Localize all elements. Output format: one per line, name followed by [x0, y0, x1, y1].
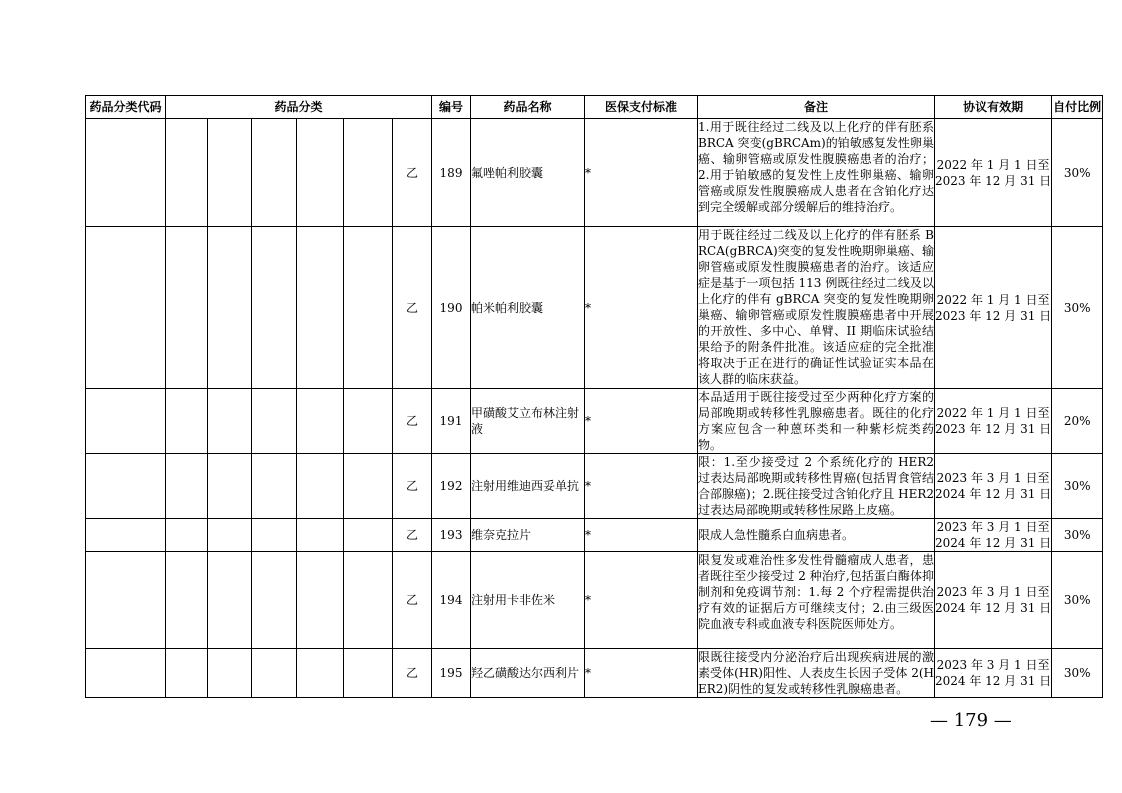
self-pay-ratio: 30% [1052, 649, 1103, 698]
period-end: 2023 年 12 月 31 日 [935, 173, 1052, 188]
payment-standard: * [585, 119, 698, 227]
header-agreement-period: 协议有效期 [935, 96, 1052, 119]
empty-cell [86, 454, 166, 519]
empty-cell [297, 649, 344, 698]
empty-cell [344, 119, 393, 227]
drug-name: 注射用卡非佐米 [471, 552, 585, 649]
drug-name: 维奈克拉片 [471, 519, 585, 552]
period-end: 2024 年 12 月 31 日 [935, 536, 1052, 550]
period-end: 2024 年 12 月 31 日 [935, 487, 1052, 501]
header-self-pay-ratio: 自付比例 [1052, 96, 1103, 119]
agreement-period [935, 454, 1052, 519]
empty-cell [252, 519, 297, 552]
period-start: 2022 年 1 月 1 日至 [936, 406, 1050, 420]
drug-type: 乙 [393, 649, 432, 698]
payment-standard: * [585, 227, 698, 389]
empty-cell [208, 389, 252, 454]
empty-cell [208, 519, 252, 552]
drug-type: 乙 [393, 227, 432, 389]
drug-name: 帕米帕利胶囊 [471, 227, 585, 389]
drug-number: 193 [432, 519, 471, 552]
drug-remark: 限复发或难治性多发性骨髓瘤成人患者，患者既往至少接受过 2 种治疗,包括蛋白酶体抑制剂和免疫调节剂：1.每 2 个疗程需提供治疗有效的证据后方可继续支付；2.由三级医院血液专科或血液专科医院医师处方。 [698, 552, 935, 649]
drug-number: 195 [432, 649, 471, 698]
period-end: 2023 年 12 月 31 日 [935, 308, 1052, 323]
table-row [86, 389, 1103, 454]
table-row [86, 227, 1103, 389]
drug-remark: 限：1.至少接受过 2 个系统化疗的 HER2 过表达局部晚期或转移性胃癌(包括胃食管结合部腺癌)；2.既往接受过含铂化疗且 HER2 过表达局部晚期或转移性尿路上皮癌。 [698, 455, 934, 517]
drug-name: 注射用维迪西妥单抗 [471, 454, 585, 519]
agreement-period [935, 227, 1052, 389]
drug-name: 甲磺酸艾立布林注射液 [471, 389, 585, 454]
drug-type: 乙 [393, 454, 432, 519]
drug-remark: 限既往接受内分泌治疗后出现疾病进展的激素受体(HR)阳性、人表皮生长因子受体 2(HER2)阴性的复发或转移性乳腺癌患者。 [698, 650, 934, 696]
self-pay-ratio: 30% [1052, 552, 1103, 649]
drug-remark: 本品适用于既往接受过至少两种化疗方案的局部晚期或转移性乳腺癌患者。既往的化疗方案应包含一种蒽环类和一种紫杉烷类药物。 [698, 390, 934, 452]
header-payment-standard: 医保支付标准 [585, 96, 698, 119]
empty-cell [86, 389, 166, 454]
empty-cell [86, 649, 166, 698]
empty-cell [297, 552, 344, 649]
drug-remark: 用于既往经过二线及以上化疗的伴有胚系 BRCA(gBRCA)突变的复发性晚期卵巢癌、输卵管癌或原发性腹膜癌患者的治疗。该适应症是基于一项包括 113 例既往经过二线及以上化疗的伴有 gBRCA 突变的复发性晚期卵巢癌、输卵管癌或原发性腹膜癌患者中开展的开放性、多中心、单臂、II 期临床试验结果给予的附条件批准。该适应症的完全批准将取决于正在进行的确证性试验证实本品在该人群的临床获益。 [698, 227, 935, 389]
empty-cell [344, 227, 393, 389]
table-row [86, 454, 1103, 519]
drug-remark: 限成人急性髓系白血病患者。 [698, 519, 935, 552]
self-pay-ratio: 20% [1052, 389, 1103, 454]
empty-cell [344, 519, 393, 552]
period-end: 2024 年 12 月 31 日 [935, 601, 1052, 615]
table-header-row [86, 96, 1103, 119]
empty-cell [297, 227, 344, 389]
empty-cell [252, 227, 297, 389]
payment-standard: * [585, 389, 698, 454]
empty-cell [297, 454, 344, 519]
empty-cell [252, 389, 297, 454]
agreement-period [935, 519, 1052, 552]
self-pay-ratio: 30% [1052, 454, 1103, 519]
page-number: — 179 — [930, 710, 1012, 731]
period-start: 2022 年 1 月 1 日至 [936, 157, 1050, 172]
header-category: 药品分类 [166, 96, 432, 119]
drug-remark: 1.用于既往经过二线及以上化疗的伴有胚系 BRCA 突变(gBRCAm)的铂敏感复发性卵巢癌、输卵管癌或原发性腹膜癌患者的治疗；2.用于铂敏感的复发性上皮性卵巢癌、输卵管癌或原发性腹膜癌成人患者在含铂化疗达到完全缓解或部分缓解后的维持治疗。 [698, 119, 935, 227]
empty-cell [166, 227, 208, 389]
empty-cell [86, 119, 166, 227]
empty-cell [166, 552, 208, 649]
period-end: 2023 年 12 月 31 日 [935, 422, 1052, 436]
header-remarks: 备注 [698, 96, 935, 119]
empty-cell [297, 119, 344, 227]
empty-cell [252, 454, 297, 519]
period-start: 2022 年 1 月 1 日至 [936, 292, 1050, 307]
drug-type: 乙 [393, 519, 432, 552]
drug-name: 羟乙磺酸达尔西利片 [471, 649, 585, 698]
drug-name: 氟唑帕利胶囊 [471, 119, 585, 227]
header-number: 编号 [432, 96, 471, 119]
period-start: 2023 年 3 月 1 日至 [936, 520, 1050, 534]
agreement-period [935, 389, 1052, 454]
empty-cell [208, 454, 252, 519]
payment-standard: * [585, 552, 698, 649]
drug-type: 乙 [393, 389, 432, 454]
empty-cell [166, 649, 208, 698]
agreement-period [935, 119, 1052, 227]
drug-number: 190 [432, 227, 471, 389]
agreement-period [935, 649, 1052, 698]
empty-cell [166, 119, 208, 227]
payment-standard: * [585, 454, 698, 519]
drug-number: 189 [432, 119, 471, 227]
empty-cell [344, 649, 393, 698]
header-drug-name: 药品名称 [471, 96, 585, 119]
drug-number: 191 [432, 389, 471, 454]
empty-cell [86, 519, 166, 552]
self-pay-ratio: 30% [1052, 119, 1103, 227]
self-pay-ratio: 30% [1052, 227, 1103, 389]
empty-cell [344, 552, 393, 649]
payment-standard: * [585, 649, 698, 698]
empty-cell [86, 552, 166, 649]
period-start: 2023 年 3 月 1 日至 [936, 658, 1050, 672]
empty-cell [297, 519, 344, 552]
empty-cell [252, 119, 297, 227]
empty-cell [344, 389, 393, 454]
drug-type: 乙 [393, 552, 432, 649]
drug-number: 194 [432, 552, 471, 649]
empty-cell [252, 649, 297, 698]
table-row [86, 649, 1103, 698]
empty-cell [86, 227, 166, 389]
period-end: 2024 年 12 月 31 日 [935, 674, 1052, 688]
drug-number: 192 [432, 454, 471, 519]
agreement-period [935, 552, 1052, 649]
empty-cell [166, 454, 208, 519]
empty-cell [208, 552, 252, 649]
table-row [86, 552, 1103, 649]
payment-standard: * [585, 519, 698, 552]
period-start: 2023 年 3 月 1 日至 [936, 585, 1050, 599]
empty-cell [297, 389, 344, 454]
empty-cell [208, 119, 252, 227]
empty-cell [166, 389, 208, 454]
empty-cell [252, 552, 297, 649]
empty-cell [344, 454, 393, 519]
table-row [86, 519, 1103, 552]
period-start: 2023 年 3 月 1 日至 [936, 471, 1050, 485]
header-category-code: 药品分类代码 [86, 96, 166, 119]
empty-cell [166, 519, 208, 552]
self-pay-ratio: 30% [1052, 519, 1103, 552]
drug-type: 乙 [393, 119, 432, 227]
empty-cell [208, 649, 252, 698]
empty-cell [208, 227, 252, 389]
drug-table-page [85, 95, 1103, 698]
table-row [86, 119, 1103, 227]
drug-catalog-table [85, 95, 1103, 698]
